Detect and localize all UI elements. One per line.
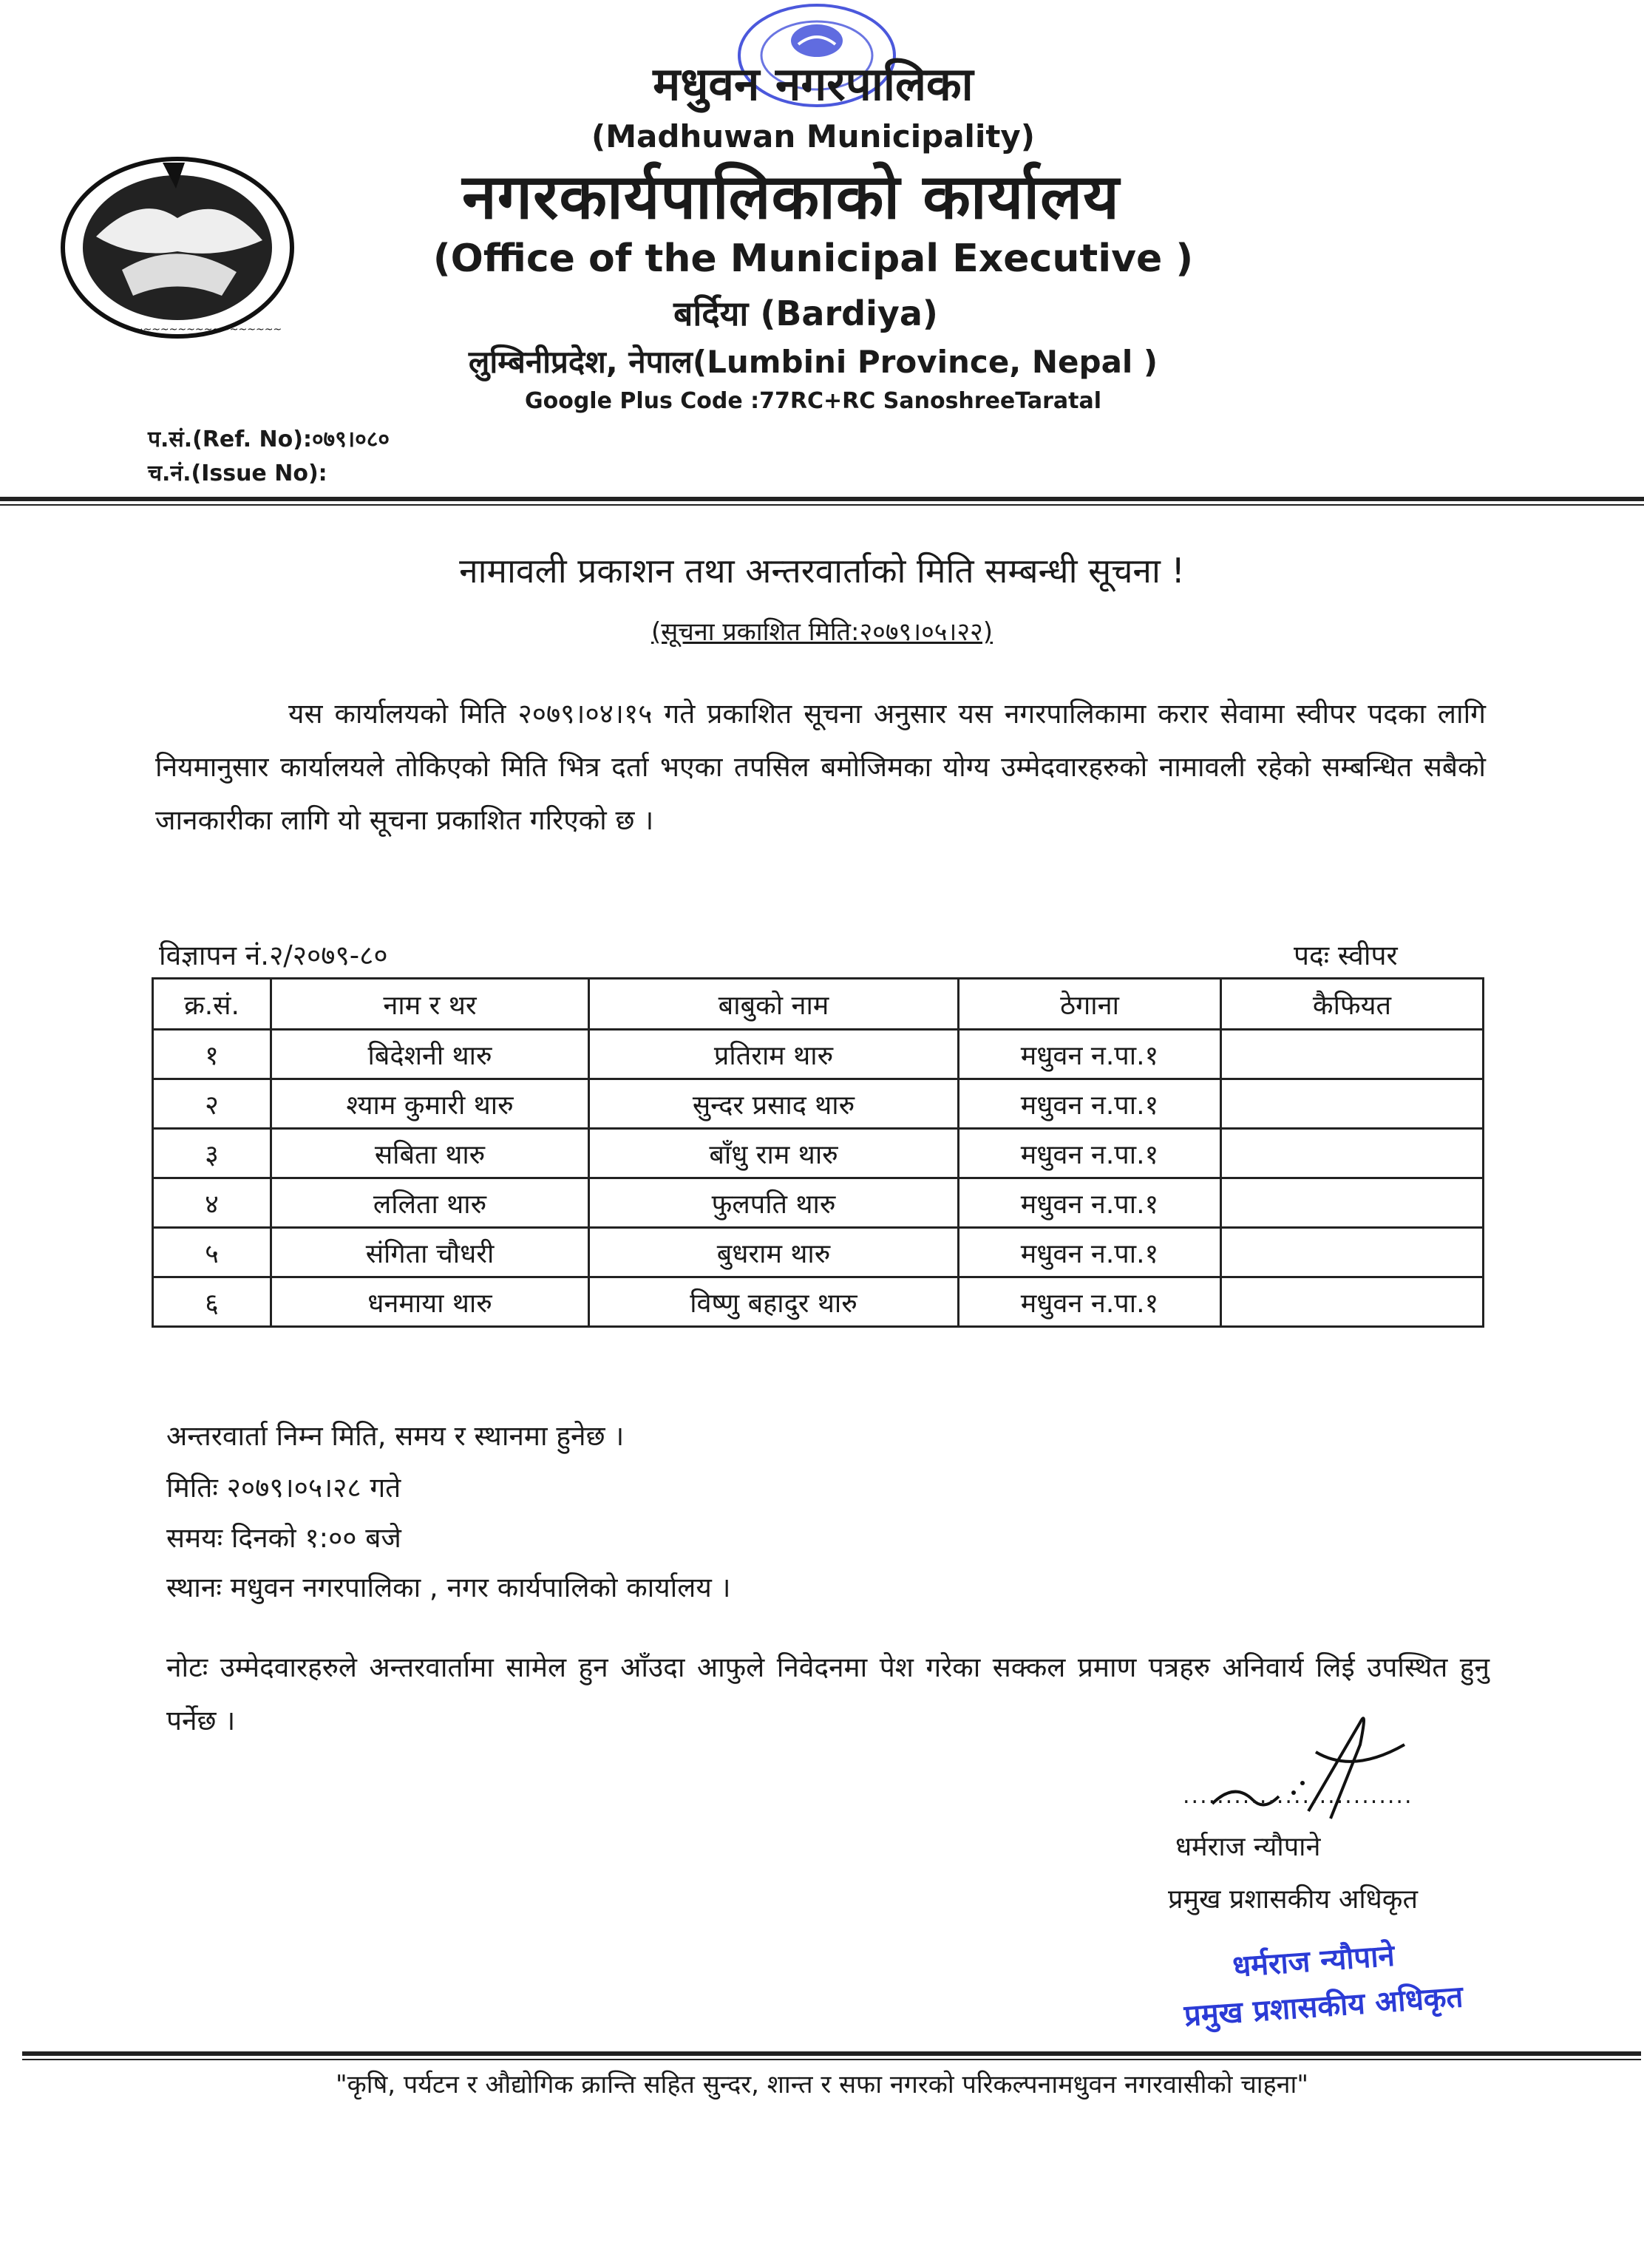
header-divider [0,497,1644,506]
table-row [153,1228,1484,1277]
svg-text:~~~~~~~~~~~~~~~~~~: ~~~~~~~~~~~~~~~~~~ [126,324,282,336]
cell-address: मधुवन न.पा.१ [959,1079,1221,1129]
table-row [153,1030,1484,1079]
cell-remarks [1221,1178,1484,1228]
footer-slogan: "कृषि, पर्यटन र औद्योगिक क्रान्ति सहित सुन्दर, शान्त र सफा नगरको परिकल्पनामधुवन नगरवासीको चाहना" [336,2070,1308,2099]
cell-address: मधुवन न.पा.१ [959,1277,1221,1327]
cell-name: संगिता चौधरी [271,1228,589,1277]
nepal-emblem-logo [52,148,303,340]
table-row [153,1129,1484,1178]
column-header-serial: क्र.सं. [153,979,271,1030]
google-plus-code: Google Plus Code :77RC+RC SanoshreeTaratal [524,388,1102,414]
cell-name: ललिता थारु [271,1178,589,1228]
table-row [153,1178,1484,1228]
reference-number: प.सं.(Ref. No):०७९।०८० [148,427,390,452]
cell-serial: १ [153,1030,271,1079]
cell-name: धनमाया थारु [271,1277,589,1327]
office-name-nepali: नगरकार्यपालिकाको कार्यालय [462,160,1120,233]
interview-time: समयः दिनको १:०० बजे [166,1522,401,1554]
candidate-table [152,977,1484,1328]
column-header-remarks: कैफियत [1221,979,1484,1030]
cell-father-name: बाँधु राम थारु [589,1129,959,1178]
cell-name: बिदेशनी थारु [271,1030,589,1079]
notice-title: नामावली प्रकाशन तथा अन्तरवार्ताको मिति सम्बन्धी सूचना ! [459,551,1185,591]
interview-intro: अन्तरवार्ता निम्न मिति, समय र स्थानमा हुनेछ । [166,1420,625,1452]
cell-father-name: सुन्दर प्रसाद थारु [589,1079,959,1129]
candidate-note: नोटः उम्मेदवारहरुले अन्तरवार्तामा सामेल हुन आँउदा आफुले निवेदनमा पेश गरेका सक्कल प्रमाण पत्रहरु अनिवार्य लिई उपस्थित हुनु पर्नेछ । [166,1651,1490,1736]
stamp-name: धर्मराज न्यौपाने [1231,1938,1396,1984]
cell-father-name: बुधराम थारु [589,1228,959,1277]
cell-serial: ६ [153,1277,271,1327]
cell-father-name: प्रतिराम थारु [589,1030,959,1079]
stamp-title: प्रमुख प्रशासकीय अधिकृत [1183,1980,1464,2034]
table-row [153,1277,1484,1327]
table-row [153,1079,1484,1129]
signer-name: धर्मराज न्यौपाने [1175,1832,1321,1862]
interview-date: मितिः २०७९।०५।२८ गते [166,1472,401,1504]
province-name: लुम्बिनीप्रदेश, नेपाल(Lumbini Province, Nepal ) [468,344,1158,380]
footer-divider [22,2051,1641,2060]
column-header-father-name: बाबुको नाम [589,979,959,1030]
cell-remarks [1221,1079,1484,1129]
notice-paragraph: यस कार्यालयको मिति २०७९।०४।१५ गते प्रकाशित सूचना अनुसार यस नगरपालिकामा करार सेवामा स्वीपर पदका लागि नियमानुसार कार्यालयले तोकिएको मिति भित्र दर्ता भएका तपसिल बमोजिमका योग्य उम्मेदवारहरुको नामावली रहेको सम्बन्धित सबैको जानकारीका लागि यो सूचना प्रकाशित गरिएको छ । [155,698,1486,836]
signer-title: प्रमुख प्रशासकीय अधिकृत [1168,1884,1418,1915]
cell-address: मधुवन न.पा.१ [959,1129,1221,1178]
issue-number: च.नं.(Issue No): [148,461,327,486]
advertisement-number: विज्ञापन नं.२/२०७९-८० [159,940,388,971]
cell-father-name: फुलपति थारु [589,1178,959,1228]
cell-serial: ३ [153,1129,271,1178]
cell-name: श्याम कुमारी थारु [271,1079,589,1129]
office-name-english: (Office of the Municipal Executive ) [432,237,1194,281]
cell-remarks [1221,1277,1484,1327]
cell-father-name: विष्णु बहादुर थारु [589,1277,959,1327]
cell-serial: ४ [153,1178,271,1228]
post-name: पदः स्वीपर [1294,940,1398,971]
signature-line: ........................... [1183,1783,1413,1809]
official-name-stamp [1172,1925,1526,2052]
cell-remarks [1221,1129,1484,1178]
municipality-name-nepali: मधुवन नगरपालिका [653,57,974,111]
interview-place: स्थानः मधुवन नगरपालिका , नगर कार्यपालिको कार्यालय । [166,1572,731,1603]
cell-address: मधुवन न.पा.१ [959,1030,1221,1079]
column-header-address: ठेगाना [959,979,1221,1030]
column-header-name: नाम र थर [271,979,589,1030]
municipality-name-english: (Madhuwan Municipality) [591,118,1035,155]
cell-remarks [1221,1228,1484,1277]
table-header-row [153,979,1484,1030]
notice-published-date: (सूचना प्रकाशित मिति:२०७९।०५।२२) [651,617,993,647]
district-name: बर्दिया (Bardiya) [673,293,938,333]
cell-remarks [1221,1030,1484,1079]
cell-name: सबिता थारु [271,1129,589,1178]
cell-address: मधुवन न.पा.१ [959,1228,1221,1277]
cell-address: मधुवन न.पा.१ [959,1178,1221,1228]
cell-serial: २ [153,1079,271,1129]
cell-serial: ५ [153,1228,271,1277]
